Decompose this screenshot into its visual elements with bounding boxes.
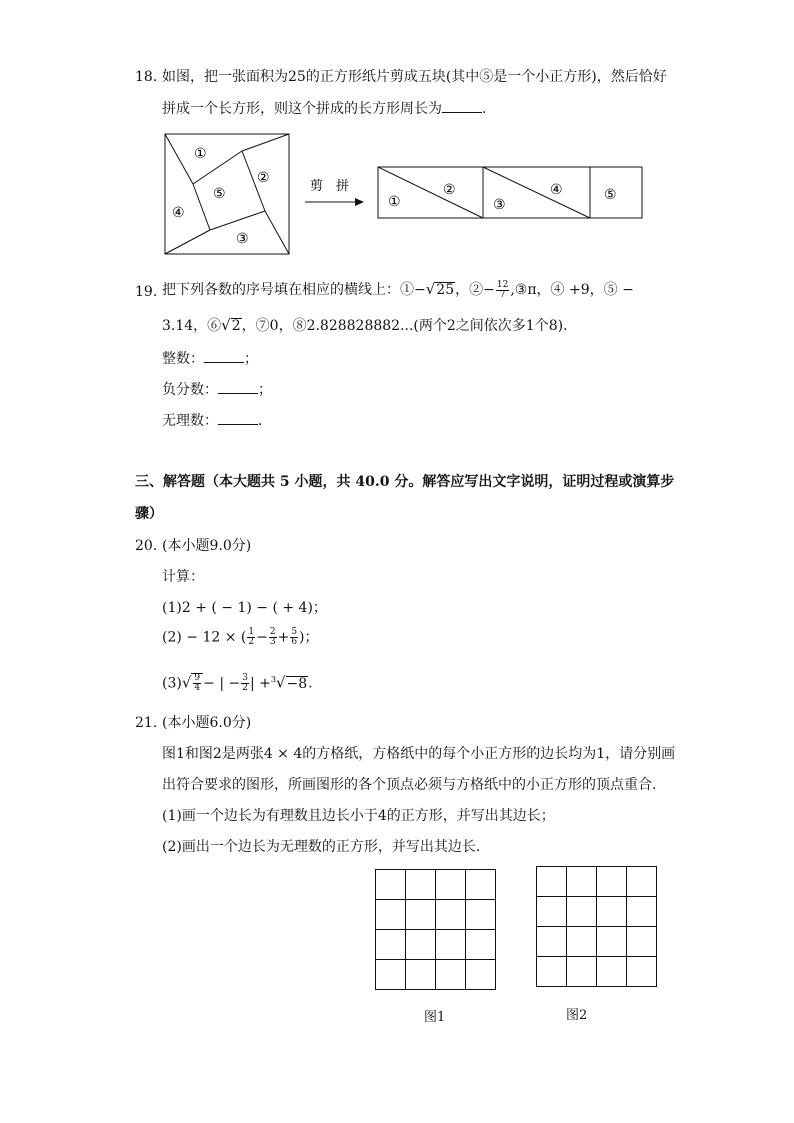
q19-item6-marker: ⑥	[207, 318, 222, 334]
q19-integer-blank	[204, 350, 244, 363]
q18-line2-end: .	[482, 101, 487, 117]
q19-irrational-row	[162, 412, 272, 430]
q19-sep4: ，	[589, 282, 604, 298]
q20-part2-frac2	[269, 628, 277, 647]
q18-rect-label-1: ①	[388, 194, 401, 210]
q19-item1-marker: ①	[400, 282, 414, 298]
q18-arrow-head-icon	[355, 198, 364, 206]
q18-cut-1	[165, 134, 193, 184]
q21-part1: (1)画一个边长为有理数且边长小于4的正方形，并写出其边长；	[162, 808, 555, 824]
q21-line1: 图1和图2是两张4 × 4的方格纸，方格纸中的每个小正方形的边长均为1，请分别画	[162, 746, 676, 762]
q19-item2-den: 7	[499, 289, 506, 300]
q18-result-rectangle	[378, 167, 642, 218]
q20-part2-end: )；	[299, 629, 319, 646]
q18-figure	[160, 128, 650, 260]
q19-irrational-end: ．	[258, 413, 272, 429]
q20-part3	[162, 671, 313, 693]
q19-integer-row	[162, 350, 258, 368]
q19-integer-label: 整数：	[162, 351, 204, 367]
q20-part3-frac2-den: 2	[242, 683, 248, 694]
q18-arrow-text: 剪 拼	[310, 179, 350, 194]
q19-integer-end: ；	[244, 351, 258, 367]
q18-rect-label-3: ③	[493, 197, 506, 213]
q18-rect-diag-1	[378, 167, 483, 218]
q19-item2-marker: ②	[469, 282, 484, 298]
q18-cut-7	[265, 211, 289, 254]
q19-negfrac-blank	[218, 381, 258, 394]
q20-part3-cuberoot-radicand: −8	[286, 675, 308, 692]
q19-radical-icon-2: √	[221, 316, 231, 334]
q20-part3-end: .	[308, 675, 313, 692]
q19-sep2: ,	[510, 282, 515, 298]
q19-item6-radicand: 2	[231, 318, 241, 334]
q18-label-3: ③	[236, 231, 249, 247]
q18-outer-square	[165, 134, 289, 254]
q18-answer-blank	[442, 100, 482, 113]
q20-part2-pre: (2) − 12 × (	[162, 629, 247, 646]
q20-part3-frac-den: 4	[194, 683, 201, 694]
q20-part3-pre: (3)	[162, 675, 182, 692]
q21-grid-figure1	[374, 868, 498, 992]
q18-cut-6	[242, 134, 289, 151]
q20-part2-frac2-den: 3	[269, 637, 276, 647]
q19-negfrac-row	[162, 381, 272, 399]
q19-radical-icon: √	[425, 280, 436, 298]
q20-part2-frac3	[290, 628, 298, 647]
q18-rect-label-2: ②	[443, 182, 456, 198]
q20-part2-frac1	[247, 628, 255, 647]
q21-part2: (2)画出一个边长为无理数的正方形，并写出其边长．	[162, 839, 490, 855]
q21-fig2-label: 图2	[566, 1008, 588, 1023]
q20-part2-frac2-num: 2	[269, 627, 276, 637]
q18-line2	[162, 100, 486, 118]
q20-part3-sqrt	[191, 673, 203, 693]
q18-label-2: ②	[257, 170, 270, 186]
q20-part3-radical-icon: √	[181, 673, 192, 692]
q20-prompt: 计算：	[162, 569, 204, 585]
q18-rect-label-4: ④	[550, 182, 563, 198]
q19-line2-b: ，⑦0，⑧2.828828882...(两个2之间依次多1个8)．	[241, 318, 578, 334]
q19-intro: 把下列各数的序号填在相应的横线上：	[162, 282, 400, 298]
q21-line2: 出符合要求的图形，所画图形的各个顶点必须与方格纸中的小正方形的顶点重合．	[162, 777, 666, 793]
q19-item4: ④ +9	[550, 282, 590, 298]
q19-line1	[162, 280, 634, 300]
q20-part3-frac	[193, 674, 201, 693]
q19-item2-fraction	[496, 281, 509, 300]
section3-heading-line2: 骤）	[135, 506, 163, 522]
q20-part3-root-index: 3	[270, 675, 276, 684]
q21-grid-figure2	[535, 865, 659, 989]
q20-part2-frac1-num: 1	[248, 627, 255, 637]
q19-line2-a: 3.14，	[162, 318, 208, 334]
q18-number: 18.	[135, 69, 158, 85]
q19-line2	[162, 316, 577, 335]
q20-part1: (1)2 + ( − 1) − ( + 4)；	[162, 600, 327, 616]
q20-part2-plus: +	[277, 629, 290, 646]
q20-part3-mid: − | −	[203, 675, 241, 692]
q20-part3-mid2: | +	[249, 675, 271, 692]
q20-part3-cuberoot-icon: √	[275, 673, 286, 692]
q19-irrational-label: 无理数：	[162, 413, 218, 429]
q19-item2-num: 12	[496, 279, 509, 290]
q20-part3-frac2-num: 3	[242, 673, 248, 684]
section3-heading-line1: 三、解答题（本大题共 5 小题，共 40.0 分。解答应写出文字说明，证明过程或演算步	[135, 474, 675, 490]
q18-cut-8	[165, 230, 210, 254]
q18-line1: 如图，把一张面积为25的正方形纸片剪成五块(其中⑤是一个小正方形)，然后恰好	[162, 69, 667, 85]
q21-number: 21.	[135, 715, 158, 731]
q20-part2-frac1-den: 2	[248, 637, 255, 647]
q18-label-1: ①	[194, 146, 207, 162]
q21-score: (本小题6.0分)	[162, 715, 252, 731]
q20-part2-frac3-num: 5	[291, 627, 298, 637]
q19-item5: ⑤ −	[603, 282, 634, 298]
q19-irrational-blank	[218, 412, 258, 425]
q21-fig1-label: 图1	[424, 1010, 446, 1025]
q18-label-4: ④	[172, 205, 185, 221]
q19-item1-sign: −	[414, 282, 426, 298]
q20-part3-frac-num: 9	[194, 673, 201, 684]
q19-negfrac-end: ；	[258, 382, 272, 398]
q19-item2-sign: −	[483, 282, 495, 298]
q18-cut-4	[210, 211, 265, 230]
q20-part2-frac3-den: 6	[291, 637, 298, 647]
q18-label-5: ⑤	[213, 186, 226, 202]
q19-negfrac-label: 负分数：	[162, 382, 218, 398]
q20-part3-frac2	[241, 674, 249, 693]
q19-sep3: ，	[536, 282, 551, 298]
q19-number: 19.	[135, 284, 158, 300]
q19-sep1: ，	[455, 282, 470, 298]
q19-item3: ③π	[514, 282, 537, 298]
q18-cut-5	[193, 184, 210, 230]
q20-number: 20.	[135, 538, 158, 554]
q20-part2-minus: −	[256, 629, 268, 646]
q18-rect-label-5: ⑤	[604, 187, 617, 203]
q18-line2-text: 拼成一个长方形，则这个拼成的长方形周长为	[162, 101, 442, 117]
q19-item1-radicand: 25	[436, 282, 455, 298]
q20-part2	[162, 628, 319, 647]
q20-score: (本小题9.0分)	[162, 538, 252, 554]
